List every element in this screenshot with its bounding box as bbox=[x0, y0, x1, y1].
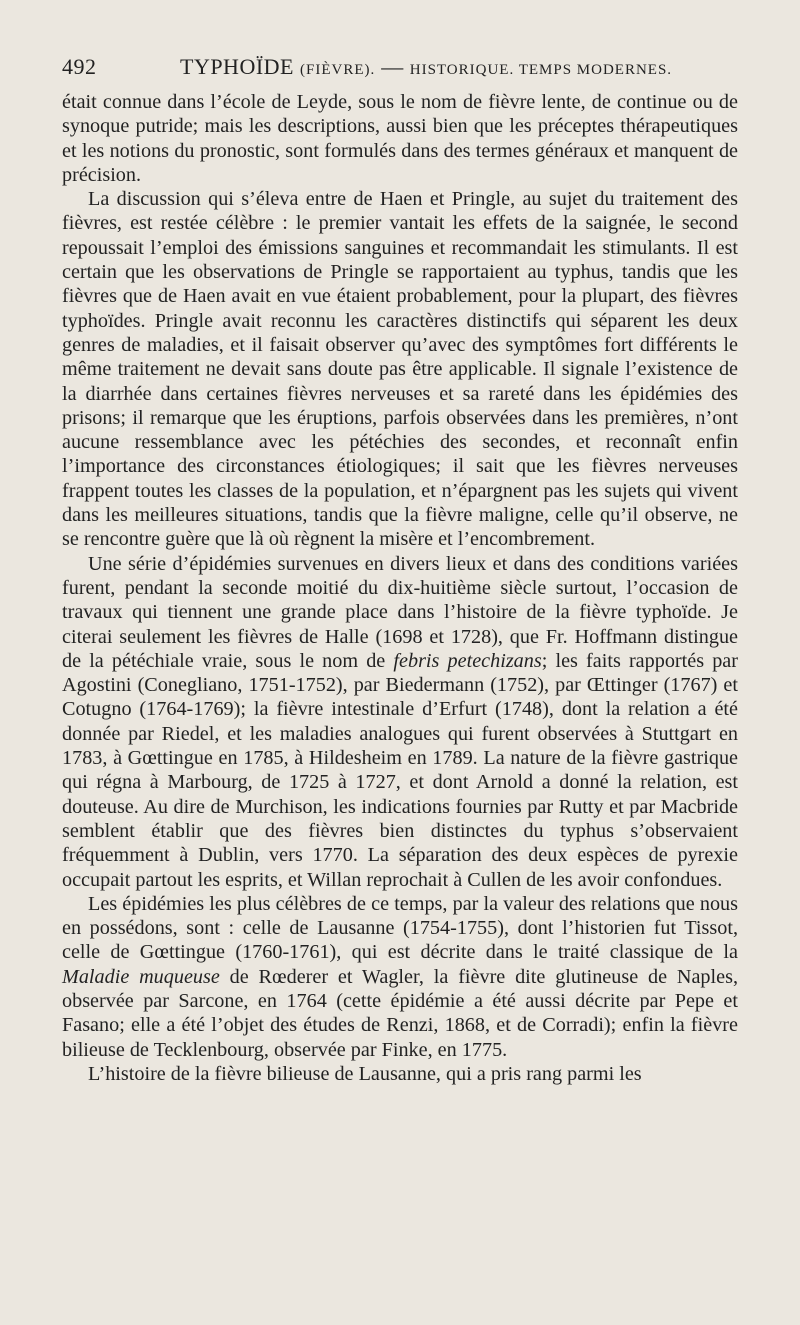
paragraph-3-part-b: ; les faits rapportés par Agostini (Conegliano, 1751-1752), par Biedermann (1752), par Œttinger (1767) et Cotugno (1764-1769); la fièvre intestinale d’Erfurt (1748), dont la relation a été donnée par Riedel, et les maladies analogues qui furent observées à Stuttgart en 1783, à Gœttingue en 1785, à Hildesheim en 1789. La nature de la fièvre gastrique qui régna à Marbourg, de 1725 à 1727, et dont Arnold a donné la relation, est douteuse. Au dire de Murchison, les indications fournies par Rutty et par Macbride semblent établir que des fièvres bien distinctes du typhus s’observaient fréquemment à Dublin, vers 1770. La séparation des deux espèces de pyrexie occupait partout les esprits, et Willan reprochait à Cullen de les avoir confondues. bbox=[62, 649, 738, 891]
paragraph-4 bbox=[62, 892, 738, 1062]
title-paren: (FIÈVRE). bbox=[300, 62, 376, 78]
paragraph-3 bbox=[62, 552, 738, 892]
paragraph-5: L’histoire de la fièvre bilieuse de Lausanne, qui a pris rang parmi les bbox=[88, 1062, 642, 1085]
title-dash: — bbox=[375, 54, 410, 79]
paragraph-3-italic: febris petechizans bbox=[393, 649, 542, 672]
running-title bbox=[180, 54, 672, 80]
body-text bbox=[62, 90, 738, 1086]
title-main: TYPHOÏDE bbox=[180, 54, 294, 79]
paragraph-4-part-a: Les épidémies les plus célèbres de ce temps, par la valeur des relations que nous en possédons, sont : celle de Lausanne (1754-1755), dont l’historien fut Tissot, celle de Gœttingue (1760-1761), qui est décrite dans le traité classique de la bbox=[62, 892, 738, 964]
title-section: HISTORIQUE. TEMPS MODERNES. bbox=[409, 62, 673, 78]
paragraph-1: était connue dans l’école de Leyde, sous le nom de fièvre lente, de continue ou de synoque putride; mais les descriptions, aussi bien que les préceptes thérapeutiques et les notions du pronostic, sont formulés dans des termes généraux et manquent de précision. bbox=[62, 91, 738, 186]
paragraph-4-italic: Maladie muqueuse bbox=[62, 965, 220, 988]
paragraph-3-part-a: Une série d’épidémies survenues en divers lieux et dans des conditions variées furent, pendant la seconde moitié du dix-huitième siècle surtout, l’occasion de travaux qui tiennent une grande place dans l’histoire de la fièvre typhoïde. Je citerai seulement les fièvres de Halle (1698 et 1728), que Fr. Hoffmann distingue de la pétéchiale vraie, sous le nom de bbox=[62, 552, 738, 672]
paragraph-4-part-b: de Rœderer et Wagler, la fièvre dite glutineuse de Naples, observée par Sarcone, en 1764 (cette épidémie a été aussi décrite par Pepe et Fasano; elle a été l’objet des études de Renzi, 1868, et de Corradi); enfin la fièvre bilieuse de Tecklenbourg, observée par Finke, en 1775. bbox=[62, 965, 738, 1061]
running-header bbox=[62, 54, 742, 86]
paragraph-2: La discussion qui s’éleva entre de Haen et Pringle, au sujet du traitement des fièvres, est restée célèbre : le premier vantait les effets de la saignée, le second repoussait l’emploi des émissions sanguines et recommandait les stimulants. Il est certain que les observations de Pringle se rapportaient au typhus, tandis que les fièvres que de Haen avait en vue étaient probablement, pour la plupart, des fièvres typhoïdes. Pringle avait reconnu les caractères distinctifs qui séparent les deux genres de maladies, et il faisait observer qu’avec des symptômes fort différents le même traitement ne devait sans doute pas être applicable. Il signale l’existence de la diarrhée dans certaines fièvres nerveuses et sa rareté dans les épidémies des prisons; il remarque que les éruptions, parfois observées dans les premières, n’ont aucune ressemblance avec les pétéchies des secondes, et reconnaît enfin l’importance des circonstances étiologiques; il sait que les fièvres nerveuses frappent toutes les classes de la population, et n’épargnent pas les sujets qui vivent dans les meilleures situations, tandis que la fièvre maligne, celle qu’il observe, ne se rencontre guère que là où règnent la misère et l’encombrement. bbox=[62, 188, 738, 551]
page-number: 492 bbox=[62, 54, 97, 79]
